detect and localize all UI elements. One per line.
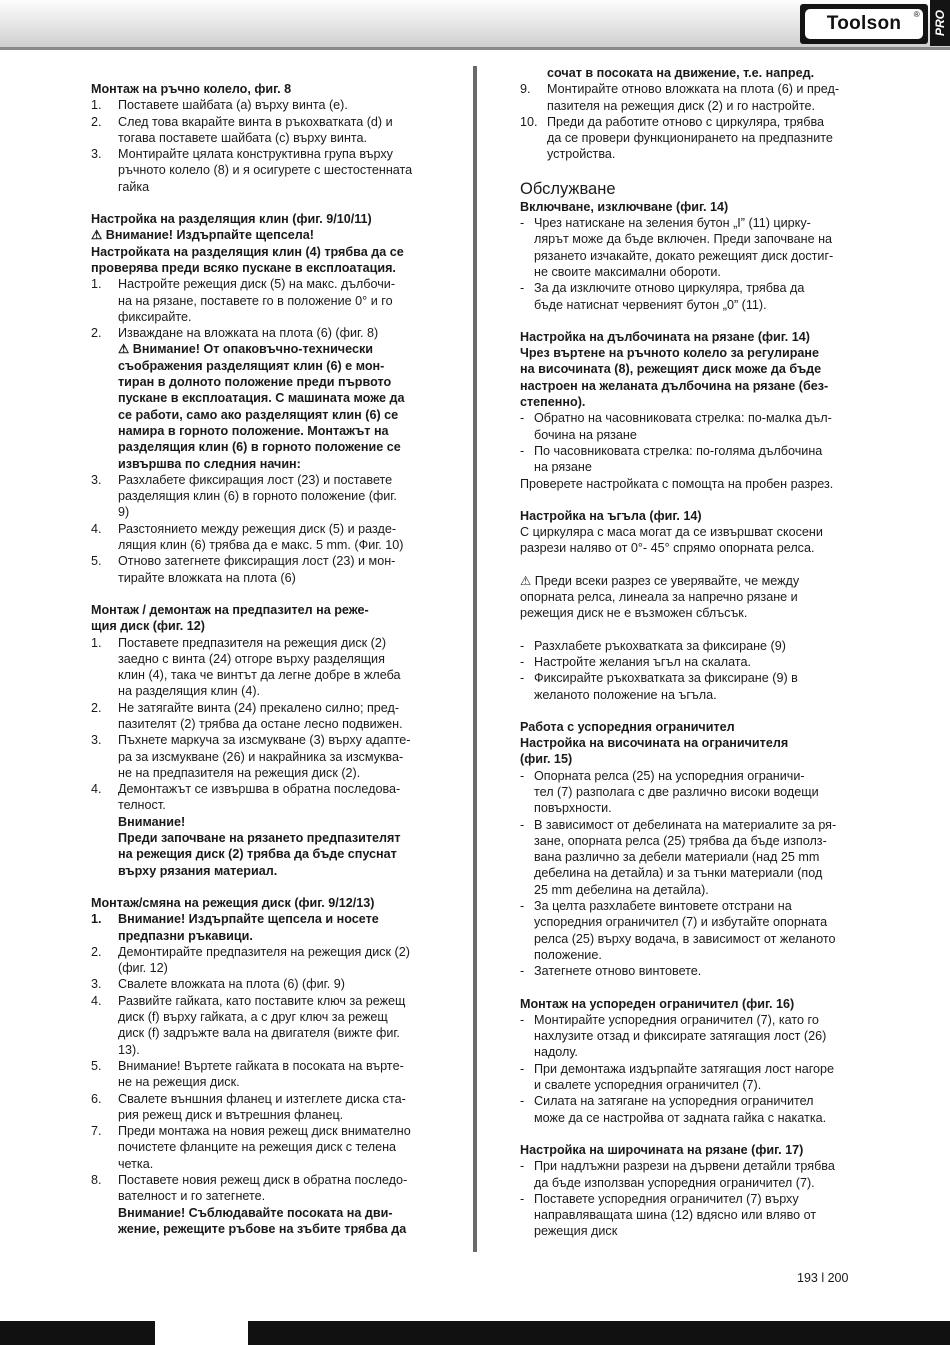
section-title: Монтаж/смяна на режещия диск (фиг. 9/12/13) bbox=[91, 895, 375, 910]
list-item: 3. Пъхнете маркуча за изсмукване (3) върху адапте- ра за изсмукване (26) и накрайника за изсмуква- не на предпазителя на режещия диск (2). bbox=[91, 733, 411, 780]
list-item: 2. След това вкарайте винта в ръкохватката (d) и тогава поставете шайбата (с) върху винта. bbox=[91, 114, 393, 145]
list-item: - Фиксирайте ръкохватката за фиксиране (9) в желаното положение на ъгъла. bbox=[520, 671, 798, 702]
list-item: - По часовниковата стрелка: по-голяма дълбочина на рязане bbox=[520, 443, 823, 475]
list-item: 2. Изваждане на вложката на плота (6) (фиг. 8) ⚠ Внимание! От опаковъчно-технически съображения разделящият клин (6) е мон- тиран в долното положение преди първото пускане в експлоатация. С машината може да се работи, само ако разделящият клин (6) се намира в горното положение. Монтажът на разделящия клин (6) в горното положение се извършва по следния начин: bbox=[91, 325, 436, 472]
logo-plate bbox=[805, 9, 923, 39]
list-item: 4. Демонтажът се извършва в обратна последова- телност. Внимание! Преди започване на рязането предпазителят на режещия диск (2) трябва да бъде спуснат върху рязания материал. bbox=[91, 782, 401, 878]
section-fence-mount bbox=[520, 996, 865, 1126]
list-item: 4. Разстоянието между режещия диск (5) и разде- лящия клин (6) трябва да е макс. 5 mm. (Фиг. 10) bbox=[91, 521, 404, 553]
section-cut-width bbox=[520, 1142, 865, 1240]
list-item: 2. Демонтирайте предпазителя на режещия диск (2) (фиг. 12) bbox=[91, 944, 410, 976]
list-item: 6. Свалете външния фланец и изтеглете диска ста- рия режещ диск и вътрешния фланец. bbox=[91, 1091, 406, 1122]
list-item: 7. Преди монтажа на новия режещ диск внимателно почистете фланците на режещия диск с телена четка. bbox=[91, 1124, 411, 1171]
section-title: Настройка на дълбочината на рязане (фиг. 14) bbox=[520, 329, 810, 344]
list-item: - Настройте желания ъгъл на скалата. bbox=[520, 654, 751, 669]
warning-line: ⚠ Внимание! Издърпайте щепсела! bbox=[91, 228, 314, 243]
section-handwheel bbox=[91, 81, 436, 195]
section-angle: Настройка на ъгъла (фиг. 14) С циркуляра с маса могат да се извършват скосени разрези наляво от 0°- 45° спрямо опорната релса. ⚠ Преди всеки разрез се уверявайте, че между опорната релса, линеала за напречно рязане и режещия диск не е възможен сблъсък. - Разхлабете ръкохватката за фиксиране (9) - Настройте желания ъгъл на скалата. - Фиксирайте ръкохватката за фиксиране (9) в желаното положение на ъгъла. bbox=[520, 508, 865, 703]
list-item: - За целта разхлабете винтовете отстрани на успоредния ограничител (7) и избутайте опорната релса (25) върху водача, в зависимост от желаното положение. bbox=[520, 899, 836, 962]
warning-icon: ⚠ bbox=[520, 573, 532, 588]
page-number: 193 l 200 bbox=[797, 1271, 849, 1285]
list-item: - За да изключите отново циркуляра, трябва да бъде натиснат червеният бутон „0” (11). bbox=[520, 281, 805, 312]
section-blade-guard: Монтаж / демонтаж на предпазител на реже- щия диск (фиг. 12) 1. Поставете предпазителя на режещия диск (2) заедно с винта (24) отгоре върху разделящия клин (4), така че винтът да легне добре в жлеба на разделящия клин (4). 2. Не затягайте винта (24) прекалено силно; пред- пазителят (2) трябва да остане лесно подвижен. 3. Пъхнете маркуча за изсмукване (3) върху адапте- ра за изсмукване (26) и накрайника за изсмуква- не на предпазителя на режещия диск (2). 4. Демонтажът се извършва в обратна последова- телност. Внимание! Преди започване на рязането предпазителят на режещия диск (2) трябва да бъде спуснат върху рязания материал. bbox=[91, 602, 436, 879]
list-item: - В зависимост от дебелината на материалите за ря- зане, опорната релса (25) трябва да бъде използ- вана различно за дебели материали (над 25 mm дебелина на детайла) и за тънки материали (под 25 mm дебелина на детайла). bbox=[520, 817, 837, 897]
list-item: 1. Внимание! Издърпайте щепсела и носете предпазни ръкавици. bbox=[91, 912, 379, 943]
list-item: - Чрез натискане на зеления бутон „I” (11) цирку- лярът може да бъде включен. Преди започване на рязането изчакайте, докато режещият диск достиг- не своите максимални обороти. bbox=[520, 216, 834, 279]
section-blade-change-continued: сочат в посоката на движение, т.е. напред. 9. Монтирайте отново вложката на плота (6) и пред- пазителя на режещия диск (2) и го настройте. 10. Преди да работите отново с циркуляра, трябва да се провери функционирането на предпазните устройства. bbox=[520, 65, 865, 163]
list-item: - Силата на затягане на успоредния ограничител може да се настройва от задната гайка с накатка. bbox=[520, 1094, 827, 1125]
section-depth: Настройка на дълбочината на рязане (фиг. 14) Чрез въртене на ръчното колело за регулиране на височината (8), режещият диск може да бъде настроен на желаната дълбочина на рязане (без- степенно). - Обратно на часовниковата стрелка: по-малка дъл- бочина на рязане - По часовниковата стрелка: по-голяма дълбочина на рязане Проверете настройката с помощта на пробен разрез. bbox=[520, 329, 865, 492]
warning-block: ⚠ Преди всеки разрез се уверявайте, че между bbox=[520, 573, 800, 588]
section-title: Монтаж / демонтаж на предпазител на реже- bbox=[91, 602, 369, 617]
list-item: 1. Поставете предпазителя на режещия диск (2) заедно с винта (24) отгоре върху разделящия клин (4), така че винтът да легне добре в жлеба на разделящия клин (4). bbox=[91, 635, 401, 699]
list-item: 1. Настройте режещия диск (5) на макс. дълбочи- на на рязане, поставете го в положение 0° и го фиксирайте. bbox=[91, 277, 396, 324]
section-fence: Работа с успоредния ограничител Настройка на височината на ограничителя (фиг. 15) - Опорната релса (25) на успоредния ограничи- тел (7) разполага с две различно високи водещи повърхности. - В зависимост от дебелината на материалите за ря- зане, опорната релса (25) трябва да бъде използ- вана различно за дебели материали (над 25 mm дебелина на детайла) и за тънки материали (под 25 mm дебелина на детайла). - За целта разхлабете винтовете отстрани на успоредния ограничител (7) и избутайте опорната релса (25) върху водача, в зависимост от желаното положение. - Затегнете отново винтовете. bbox=[520, 719, 865, 980]
pro-tab bbox=[930, 0, 950, 46]
section-title: Настройка на широчината на рязане (фиг. 17) bbox=[520, 1142, 804, 1157]
list-item: 2. Не затягайте винта (24) прекалено силно; пред- пазителят (2) трябва да остане лесно подвижен. bbox=[91, 700, 403, 731]
section-title: Включване, изключване (фиг. 14) bbox=[520, 199, 729, 214]
list-item: - Поставете успоредния ограничител (7) върху направляващата шина (12) вдясно или вляво от режещия диск bbox=[520, 1191, 817, 1239]
warning-icon: ⚠ bbox=[118, 342, 130, 357]
section-blade-change bbox=[91, 895, 436, 1237]
section-title: Монтаж на ръчно колело, фиг. 8 bbox=[91, 82, 292, 96]
section-heading: Обслужване bbox=[520, 179, 616, 198]
list-item: 9. Монтирайте отново вложката на плота (6) и пред- пазителя на режещия диск (2) и го настройте. bbox=[520, 82, 840, 113]
footer-band bbox=[0, 1321, 950, 1345]
section-title: Работа с успоредния ограничител bbox=[520, 719, 735, 734]
warning-icon: ⚠ bbox=[91, 228, 103, 243]
section-title: Настройка на разделящия клин (фиг. 9/10/11) bbox=[91, 212, 372, 227]
footer-gap bbox=[155, 1321, 248, 1345]
list-item: 4. Развийте гайката, като поставите ключ за режещ диск (f) върху гайката, а с друг ключ за режещ диск (f) задръжте вала на двигателя (вижте фиг. 13). bbox=[91, 993, 406, 1057]
registered-mark: ® bbox=[913, 10, 920, 19]
section-riving-knife: Настройка на разделящия клин (фиг. 9/10/11) ⚠ Внимание! Издърпайте щепсела! Настройката на разделящия клин (4) трябва да се проверява преди всяко пускане в експлоатация. 1. Настройте режещия диск (5) на макс. дълбочи- на на рязане, поставете го в положение 0° и го фиксирайте. 2. Изваждане на вложката на плота (6) (фиг. 8) ⚠ Внимание! От опаковъчно-технически съображения разделящият клин (6) е мон- тиран в долното положение преди първото пускане в експлоатация. С машината може да се работи, само ако разделящият клин (6) се намира в горното положение. Монтажът на разделящия клин (6) в горното положение се извършва по следния начин: 3. Разхлабете фиксиращия лост (23) и поставете разделящия клин (6) в горното положение (фиг. 9) 4. Разстоянието между режещия диск (5) и разде- лящия клин (6) трябва да е макс. 5 mm. (Фиг. 10) 5. Отново затегнете фиксиращия лост (23) и мон- тирайте вложката на плота (6) bbox=[91, 211, 436, 586]
section-title: Монтаж на успореден ограничител (фиг. 16) bbox=[520, 996, 795, 1011]
right-column bbox=[520, 65, 865, 1256]
list-item: - При демонтажа издърпайте затягащия лост нагоре и свалете успоредния ограничител (7). bbox=[520, 1061, 835, 1093]
pro-label: PRO bbox=[933, 9, 948, 37]
list-item: 5. Внимание! Въртете гайката в посоката на въртe- не на режещия диск. bbox=[91, 1058, 404, 1090]
section-title: Настройка на ъгъла (фиг. 14) bbox=[520, 508, 702, 523]
column-divider bbox=[473, 66, 477, 1252]
list-item: 3. Монтирайте цялата конструктивна група върху ръчното колело (8) и я осигурете с шестостенната гайка bbox=[91, 147, 413, 194]
list-item: 3. Разхлабете фиксиращия лост (23) и поставете разделящия клин (6) в горното положение (фиг. 9) bbox=[91, 472, 397, 520]
toolson-logo bbox=[800, 4, 928, 44]
left-column bbox=[91, 81, 436, 1253]
list-item: 8. Поставете новия режещ диск в обратна последо- вателност и го затегнете. Внимание! Съблюдавайте посоката на дви- жение, режещите ръбове на зъбите трябва да bbox=[91, 1173, 408, 1236]
list-item: - При надлъжни разрези на дървени детайли трябва да бъде използван успоредния ограничител (7). bbox=[520, 1159, 835, 1190]
warning-block: ⚠ Внимание! От опаковъчно-технически bbox=[118, 342, 374, 357]
list-item: - Монтирайте успоредния ограничител (7), като го нахлузите отзад и фиксирате затягащия лост (26) надолу. bbox=[520, 1012, 827, 1060]
brand-name: Toolson bbox=[826, 13, 902, 34]
list-item: - Разхлабете ръкохватката за фиксиране (9) bbox=[520, 638, 786, 653]
section-service bbox=[520, 179, 865, 313]
note: Проверете настройката с помощта на пробен разрез. bbox=[520, 476, 834, 491]
list-item: 5. Отново затегнете фиксиращия лост (23) и мон- тирайте вложката на плота (6) bbox=[91, 554, 396, 585]
list-item: - Затегнете отново винтовете. bbox=[520, 964, 702, 979]
list-item: 10. Преди да работите отново с циркуляра, трябва да се провери функционирането на предпазните устройства. bbox=[520, 114, 833, 162]
list-item: - Опорната релса (25) на успоредния ограничи- тел (7) разполага с две различно високи водещи повърхности. bbox=[520, 768, 819, 816]
list-item: 3. Свалете вложката на плота (6) (фиг. 9) bbox=[91, 977, 345, 992]
list-item: 1. Поставете шайбата (а) върху винта (е). bbox=[91, 98, 348, 113]
list-item: - Обратно на часовниковата стрелка: по-малка дъл- бочина на рязане bbox=[520, 411, 832, 442]
